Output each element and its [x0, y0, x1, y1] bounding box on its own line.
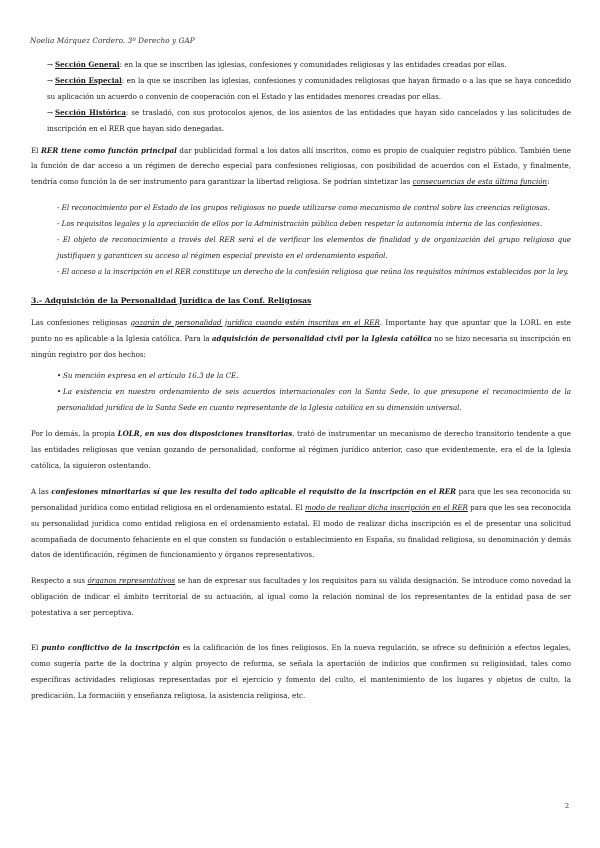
list-item: - El acceso a la inscripción en el RER constituye un derecho de la confesión religiosa que reúna los requisitos mínimos establecidos por la ley.	[57, 266, 569, 276]
facts-list	[31, 368, 571, 416]
bold-term: punto conflictivo de la inscripción	[41, 643, 180, 653]
text-run: Por lo demás, la propia	[31, 429, 118, 439]
section-item-general	[31, 57, 571, 73]
text-run: no se hizo necesaria su inscripción en ningún registro por dos hechos:	[31, 333, 571, 359]
section-item-historica	[31, 105, 571, 137]
page-number: 2	[565, 802, 570, 810]
consequences-list	[31, 200, 571, 280]
text-run: El	[31, 145, 42, 155]
text-run: es la calificación de los fines religiosos. En la nueva regulación, se ofrece su definición a efectos legales, como sugería parte de la doctrina y algún proyecto de reforma, se señala la aportación de indicios que confirmen su religiosidad, tales como específicas actividades religiosas representadas por el ejercicio y fomento del culto, el mantenimiento de los lugares y objetos de culto, la predicación. La formación y enseñanza religiosa, la asistencia religiosa, etc.	[31, 643, 572, 700]
paragraph-lolr	[31, 426, 571, 474]
text-run: :	[547, 177, 550, 187]
arrow-icon: →	[47, 75, 53, 85]
bold-term: LOLR, en sus dos disposiciones transitorias	[117, 429, 293, 439]
text-run: dar publicidad formal a los datos allí inscritos, como es propio de cualquier registro público. También tiene la función de dar acceso a un régimen de derecho especial para confesiones religiosas, con posibilidad de acuerdos con el Estado, y finalmente, tendría como función la de ser instrumento para garantizar la libertad religiosa. Se podrían sintetizar las	[31, 145, 571, 187]
section-label: Sección Histórica	[55, 107, 126, 117]
bullet-icon: •	[57, 387, 62, 397]
page-header: Noelia Márquez Cordero. 3º Derecho y GAP	[30, 36, 195, 45]
text-run: Respecto a sus	[31, 576, 88, 586]
list-item: - El reconocimiento por el Estado de los grupos religiosos no puede utilizarse como mecanismo de control sobre las creencias religiosas.	[57, 203, 550, 213]
text-run: se han de expresar sus facultades y los requisitos para su válida designación. Se introduce como novedad la obligación de indicar el ámbito territorial de su actuación, al igual como la relación nominal de los representantes de la entidad pasa de ser potestativa a ser perceptiva.	[31, 576, 571, 618]
list-item: - Los requisitos legales y la apreciación de ellos por la Administración pública deben respetar la autonomía interna de las confesiones.	[57, 219, 543, 229]
rer-paragraph	[31, 143, 571, 191]
section-text: : en la que se inscriben las iglesias, confesiones y comunidades religiosas que hayan firmado o a las que se haya concedido su aplicación un acuerdo o convenio de cooperación con el Estado y las entidades menores creadas por ellas.	[47, 75, 571, 101]
underlined-term: órganos representativos	[87, 576, 176, 586]
text-run: para que les sea reconocida su personalidad jurídica como entidad religiosa en el ordenamiento estatal. El modo de realizar dicha inscripción es el de presentar una solicitud acompañada de documento fehaciente en el que consten su fundación o establecimiento en España, su finalidad religiosa, su denominación y demás datos de identificación, régimen de funcionamiento y órganos representativos.	[31, 502, 571, 560]
underlined-term: modo de realizar dicha inscripción en el RER	[305, 502, 468, 512]
text-run: para que les sea reconocida su personalidad jurídica como entidad religiosa en el ordenamiento estatal. El	[31, 486, 571, 512]
text-run: A las	[31, 486, 52, 496]
text-run: Las confesiones religiosas	[31, 317, 131, 327]
bold-term: confesiones minoritarias sí que les resulta del todo aplicable el requisito de la inscripción en el RER	[51, 486, 457, 496]
section-text: : en la que se inscriben las iglesias, confesiones y comunidades religiosas y las entidades creadas por ellas.	[119, 60, 507, 69]
section-heading: 3.- Adquisición de la Personalidad Jurídica de las Conf. Religiosas	[31, 295, 312, 305]
underlined-term: consecuencias de esta última función	[412, 177, 548, 187]
text-run: . Importante hay que apuntar que la LORL en este punto no es aplicable a la Iglesia católica. Para la	[31, 317, 571, 343]
list-item-text: Su mención expresa en el artículo 16.3 de la CE.	[63, 371, 239, 381]
arrow-icon: →	[47, 60, 53, 69]
paragraph-organos	[31, 573, 571, 621]
list-item	[31, 384, 571, 416]
list-item: - El objeto de reconocimiento a través del RER será el de verificar los elementos de finalidad y de organización del grupo religioso que justifiquen y garanticen su acceso al régimen especial previsto en el ordenamiento español.	[57, 235, 571, 260]
paragraph-minoritarias	[31, 484, 571, 564]
bold-term: adquisición de personalidad civil por la Iglesia católica	[211, 333, 432, 343]
section-item-especial	[31, 73, 571, 105]
section-text: : se trasladó, con sus protocolos ajenos, de los asientos de las entidades que hayan sido cancelados y las solicitudes de inscripción en el RER que hayan sido denegadas.	[47, 107, 571, 133]
arrow-icon: →	[47, 107, 53, 117]
paragraph-personalidad	[31, 315, 571, 363]
underlined-term: gozarán de personalidad jurídica cuando estén inscritas en el RER	[130, 317, 380, 327]
section-label: Sección Especial	[55, 75, 122, 85]
bold-term: RER tiene como función principal	[41, 145, 177, 155]
section-label: Sección General	[55, 60, 120, 69]
paragraph-conflictivo	[31, 640, 571, 704]
page-content	[31, 57, 571, 704]
list-item-text: La existencia en nuestro ordenamiento de seis acuerdos internacionales con la Santa Sede, lo que presupone el reconocimiento de la personalidad jurídica de la Santa Sede en cuanto representante de la Iglesia católica en su dimensión universal.	[57, 387, 571, 413]
text-run: El	[31, 643, 42, 653]
text-run: , trató de instrumentar un mecanismo de derecho transitorio tendente a que las entidades religiosas que venían gozando de personalidad, conforme al régimen jurídico anterior, caso que evidentemente, era el de la Iglesia católica, la siguieron ostentando.	[31, 429, 572, 470]
list-item	[31, 368, 571, 384]
bullet-icon: •	[57, 371, 62, 381]
